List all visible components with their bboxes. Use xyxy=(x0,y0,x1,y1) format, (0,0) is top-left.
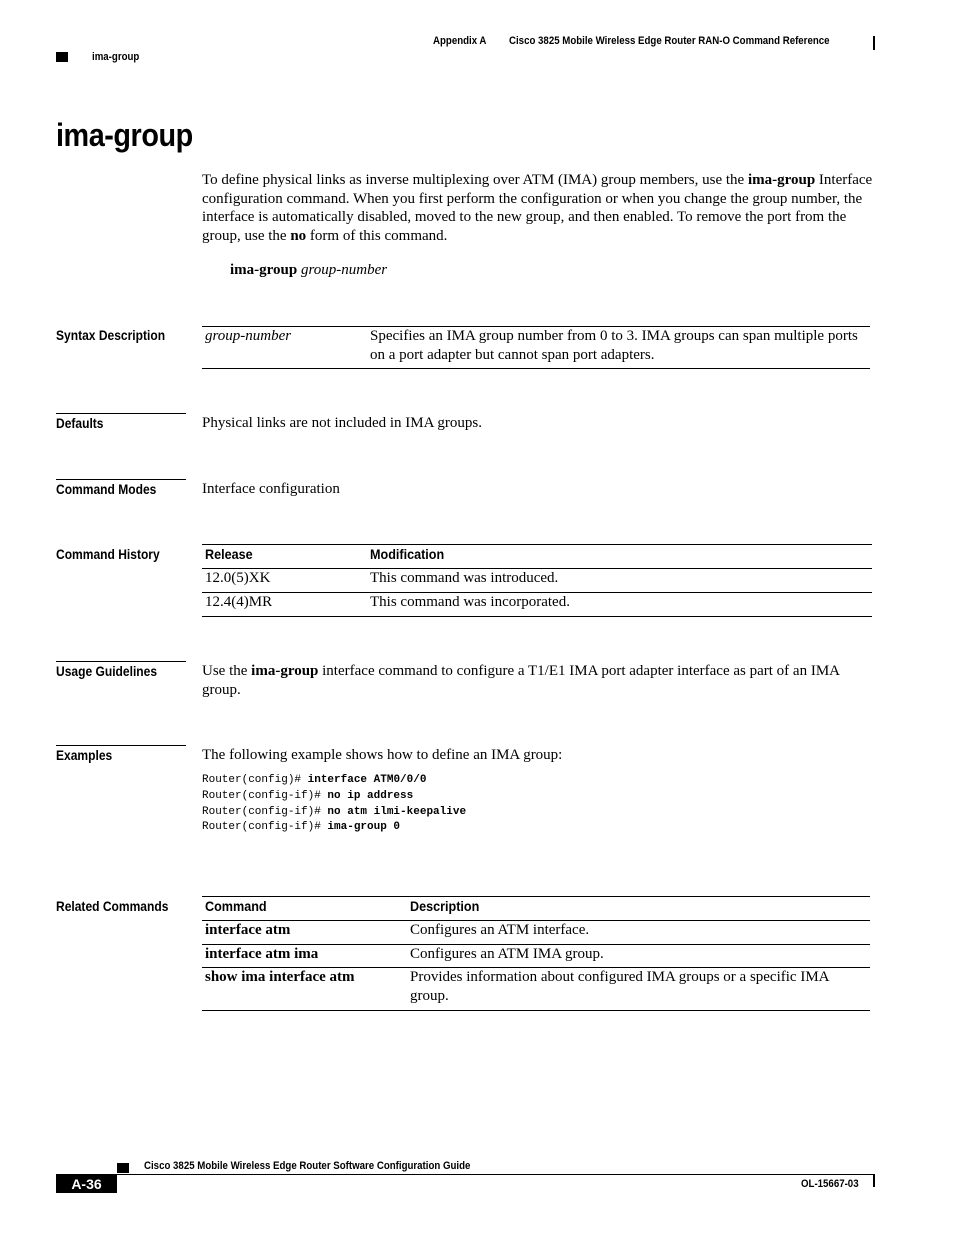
code-line: Router(config)# interface ATM0/0/0 xyxy=(202,774,427,786)
history-row-modification: This command was introduced. xyxy=(370,570,559,586)
footer-marker xyxy=(117,1163,129,1173)
header-marker xyxy=(56,52,68,62)
related-row-command: show ima interface atm xyxy=(205,969,355,985)
command-syntax xyxy=(230,261,387,280)
related-table-top-rule xyxy=(202,896,870,897)
related-commands-label: Related Commands xyxy=(56,898,169,914)
intro-bold-no: no xyxy=(290,227,307,244)
examples-rule xyxy=(56,745,186,746)
related-row-description: Configures an ATM interface. xyxy=(410,922,590,938)
usage-guidelines-label: Usage Guidelines xyxy=(56,663,158,679)
defaults-rule xyxy=(56,413,186,414)
related-row-command: interface atm xyxy=(205,922,291,938)
intro-paragraph xyxy=(202,171,874,245)
syntax-table-description: Specifies an IMA group number from 0 to 3. IMA groups can span multiple ports on a port adapter but cannot span port adapters. xyxy=(370,328,858,363)
intro-text-1: To define physical links as inverse multiplexing over ATM (IMA) group members, use the xyxy=(202,172,748,188)
syntax-command: ima-group xyxy=(230,262,298,278)
history-row-modification: This command was incorporated. xyxy=(370,594,570,610)
related-row-description: Configures an ATM IMA group. xyxy=(410,946,604,962)
code-line: Router(config-if)# no atm ilmi-keepalive xyxy=(202,806,467,818)
header-appendix: Appendix A xyxy=(433,35,487,47)
syntax-table-bottom-rule xyxy=(202,368,870,369)
examples-intro: The following example shows how to define an IMA group: xyxy=(202,747,563,763)
related-row-command: interface atm ima xyxy=(205,946,319,962)
history-table-bottom-rule xyxy=(202,616,872,617)
footer-doc-number: OL-15667-03 xyxy=(801,1178,859,1190)
history-table-top-rule xyxy=(202,544,872,545)
intro-text-3: form of this command. xyxy=(306,227,448,244)
syntax-argument: group-number xyxy=(300,262,388,278)
history-row-release: 12.4(4)MR xyxy=(205,594,273,610)
syntax-table-argument: group-number xyxy=(205,328,292,344)
footer-rule xyxy=(117,1174,875,1175)
page-title: ima-group xyxy=(56,117,193,153)
page-number: A-36 xyxy=(56,1174,117,1193)
intro-text-2: Interface configuration command. When you first perform the configuration or when you change the group number, the interface is automatically disabled, moved to the new group, and then enabled. To remove the port from the group, use the xyxy=(202,172,873,244)
related-col-description: Description xyxy=(410,898,480,914)
history-col-modification: Modification xyxy=(370,546,445,562)
command-history-label: Command History xyxy=(56,546,160,562)
usage-guidelines-text: Use the ima-group interface command to configure a T1/E1 IMA port adapter interface as part of an IMA group. xyxy=(202,663,840,698)
usage-guidelines-rule xyxy=(56,661,186,662)
examples-label: Examples xyxy=(56,747,113,763)
intro-bold-command: ima-group xyxy=(747,172,816,188)
related-table-bottom-rule xyxy=(202,1010,870,1011)
footer-guide-title: Cisco 3825 Mobile Wireless Edge Router Software Configuration Guide xyxy=(144,1160,471,1172)
code-line: Router(config-if)# ima-group 0 xyxy=(202,821,401,833)
header-bar xyxy=(873,36,875,50)
related-col-command: Command xyxy=(205,898,267,914)
related-row-description: Provides information about configured IMA groups or a specific IMA group. xyxy=(410,969,829,1004)
command-modes-rule xyxy=(56,479,186,480)
header-doc-title: Cisco 3825 Mobile Wireless Edge Router RAN-O Command Reference xyxy=(509,35,830,47)
defaults-label: Defaults xyxy=(56,415,104,431)
header-section: ima-group xyxy=(92,51,140,63)
history-col-release: Release xyxy=(205,546,253,562)
defaults-text: Physical links are not included in IMA groups. xyxy=(202,415,482,431)
command-modes-text: Interface configuration xyxy=(202,481,340,497)
syntax-description-label: Syntax Description xyxy=(56,327,166,343)
command-modes-label: Command Modes xyxy=(56,481,157,497)
code-line: Router(config-if)# no ip address xyxy=(202,790,414,802)
footer-bar xyxy=(873,1175,875,1187)
history-row-release: 12.0(5)XK xyxy=(205,570,271,586)
